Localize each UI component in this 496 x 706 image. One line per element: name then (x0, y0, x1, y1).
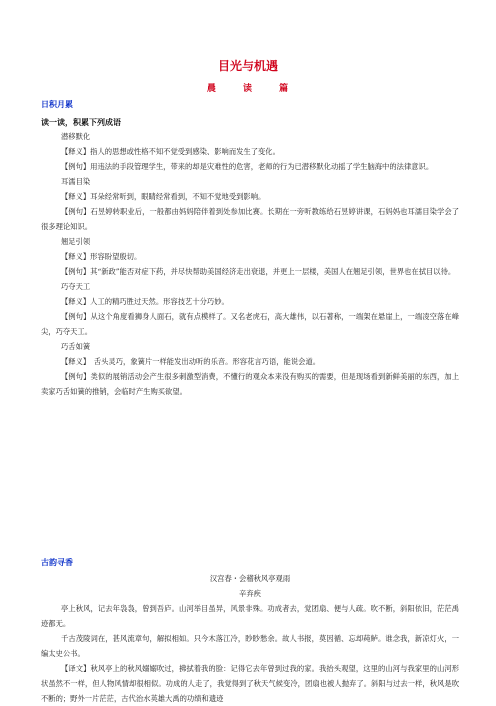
subtitle-char: 晨 (206, 84, 217, 94)
poem-stanza: 亭上秋风，记去年袅袅，曾到吾庐。山河举目虽异，风景非殊。功成者去，觉团扇、便与人疏。吹不断，斜阳依旧，茫茫禹迹都无。 (41, 604, 459, 628)
idiom-meaning: 【释义】耳朵经常听到，眼睛经常看到，不知不觉地受到影响。 (61, 192, 266, 201)
page-title: 目光与机遇 (217, 59, 278, 73)
idiom-meaning: 【释义】人工的精巧胜过天然。形容技艺十分巧妙。 (61, 297, 229, 306)
idiom-list (41, 129, 459, 399)
poem-stanza: 千古茂陵词在，甚风流章句，解拟相如。只今木落江冷，眇眇愁余。故人书报，莫因循、忘却莼鲈。谁念我，新凉灯火，一编太史公书。 (41, 634, 459, 658)
poem-author: 辛弃疾 (239, 589, 261, 598)
idiom-meaning: 【释义】指人的思想或性格不知不觉受到感染、影响而发生了变化。 (61, 147, 280, 156)
poem-translation: 【译文】秋风亭上的秋风嫋嫋吹过，拂拭着我的脸：记得它去年曾到过我的家。我抬头观望，这里的山河与我家里的山河形状虽然不一样，但人物风情却很相似。功成的人走了，我觉得到了秋天气候变冷，团扇也被人抛弃了。斜阳与过去一样，秋风是吹不断的；野外一片茫茫，古代治水英雄大禹的功绩和遗迹 (41, 664, 459, 703)
idiom-word: 翘足引领 (61, 237, 91, 246)
idiom-meaning: 【释义】形容盼望殷切。 (61, 252, 142, 261)
idiom-word: 潜移默化 (61, 132, 91, 141)
section-classic-heading: 古韵寻香 (41, 558, 73, 567)
idiom-example: 【例句】用违法的手段管理学生，带来的却是灾难性的危害，老师的行为已潜移默化动摇了学生脑海中的法律意识。 (61, 162, 434, 171)
idiom-example: 【例句】石昱婷转职业后，一般都由妈妈陪伴着到处参加比赛。长期在一旁听教练给石昱婷讲课，石妈妈也耳濡目染学会了很多理论知识。 (41, 207, 459, 231)
idiom-example: 【例句】从这个角度看狮身人面石，就有点模样了。又名老虎石，高大雄伟，以石著称，一端架在悬崖上，一端凌空落在峰尖，巧夺天工。 (41, 312, 459, 336)
page-subtitle (0, 81, 496, 94)
idiom-example: 【例句】类似的展销活动会产生很多刺激型消费，不懂行的观众本来没有购买的需要，但是现场看到新鲜美丽的东西，加上卖家巧舌如簧的推销，会临时产生购买欲望。 (41, 372, 459, 396)
idiom-meaning: 【释义】 舌头灵巧，象簧片一样能发出动听的乐音。形容花言巧语，能说会道。 (61, 357, 321, 366)
poem-title: 汉宫春・会稽秋风亭观雨 (209, 574, 291, 583)
subtitle-char: 读 (242, 84, 253, 94)
subtitle-char: 篇 (279, 84, 290, 94)
poem-block (41, 571, 459, 706)
idiom-word: 巧夺天工 (61, 282, 91, 291)
idiom-word: 巧舌如簧 (61, 342, 91, 351)
section-daily-heading: 日积月累 (41, 100, 73, 109)
idiom-example: 【例句】其“新政”能否对症下药，并尽快帮助美国经济走出衰退，并更上一层楼，美国人在翘足引领，世界也在拭目以待。 (61, 267, 456, 276)
idiom-word: 耳濡目染 (61, 177, 91, 186)
idiom-instruction-heading: 读一读，积累下列成语 (41, 118, 121, 127)
